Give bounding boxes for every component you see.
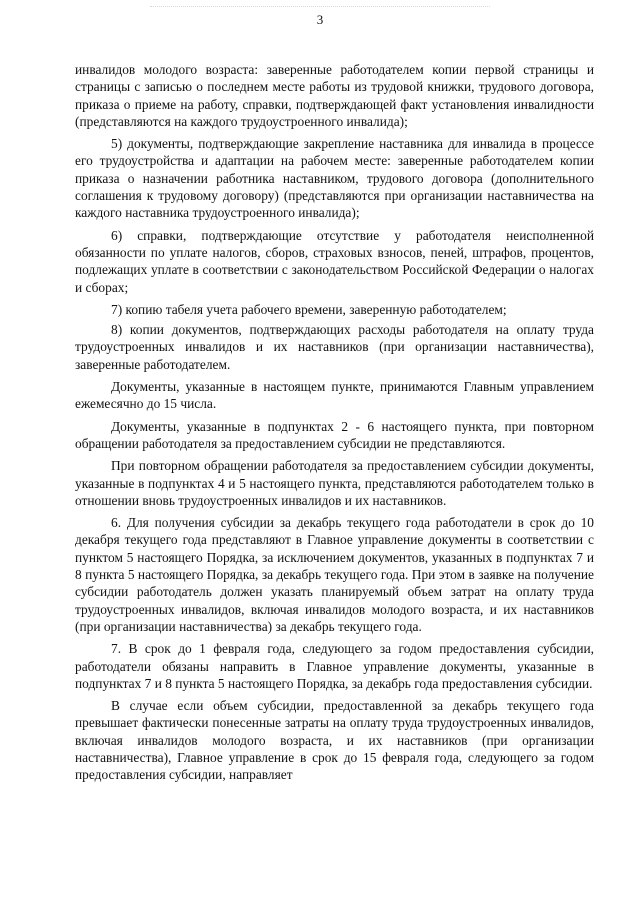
paragraph-item-8: 8) копии документов, подтверждающих расходы работодателя на оплату труда трудоустроенных инвалидов и их наставников (при организации наставничества), заверенные работодателем. [75,322,594,372]
page-number: 3 [316,12,324,27]
paragraph-continuation: инвалидов молодого возраста: заверенные работодателем копии первой страницы и страницы с записью о последнем месте работы из трудовой книжки, трудового договора, приказа о приеме на работу, справки, подтверждающей факт установления инвалидности (представляются на каждого трудоустроенного инвалида); [75,62,594,129]
paragraph-repeat-application: Документы, указанные в подпунктах 2 - 6 настоящего пункта, при повторном обращении работодателя за предоставлением субсидии не представляются. [75,418,594,451]
paragraph-item-7: 7) копию табеля учета рабочего времени, заверенную работодателем; [111,301,507,317]
paragraph-repeat-documents: При повторном обращении работодателя за предоставлением субсидии документы, указанные в подпунктах 4 и 5 настоящего пункта, представляются работодателем только в отношении вновь трудоустроенных инвалидов и их наставников. [75,458,594,508]
document-body [75,61,594,787]
paragraph-documents-acceptance: Документы, указанные в настоящем пункте, принимаются Главным управлением ежемесячно до 15 числа. [75,379,594,412]
paragraph-item-5: 5) документы, подтверждающие закрепление наставника для инвалида в процессе его трудоустройства и адаптации на рабочем месте: заверенные работодателем копии приказа о назначении работника наставником, трудового договора (дополнительного соглашения к трудовому договору) (представляются при организации наставничества на каждого наставника трудоустроенного инвалида); [75,136,594,221]
paragraph-point-6: 6. Для получения субсидии за декабрь текущего года работодатели в срок до 10 декабря текущего года представляют в Главное управление документы в соответствии с пунктом 5 настоящего Порядка, за исключением документов, указанных в подпунктах 7 и 8 пункта 5 настоящего Порядка, за декабрь текущего года. При этом в заявке на получение субсидии работодатель должен указать планируемый объем затрат на оплату труда трудоустроенных инвалидов, включая инвалидов молодого возраста, и их наставников (при организации наставничества) за декабрь текущего года. [75,515,594,634]
paragraph-item-6: 6) справки, подтверждающие отсутствие у работодателя неисполненной обязанности по уплате налогов, сборов, страховых взносов, пеней, штрафов, процентов, подлежащих уплате в соответствии с законодательством Российской Федерации о налогах и сборах; [75,227,594,295]
paragraph-point-7: 7. В срок до 1 февраля года, следующего за годом предоставления субсидии, работодатели обязаны направить в Главное управление документы, указанные в подпунктах 7 и 8 пункта 5 настоящего Порядка, за декабрь года предоставления субсидии. [75,641,594,691]
scan-artifact [150,6,490,9]
paragraph-excess-subsidy: В случае если объем субсидии, предоставленной за декабрь текущего года превышает фактически понесенные затраты на оплату труда трудоустроенных инвалидов, включая инвалидов молодого возраста, и их наставников (при организации наставничества), Главное управление в срок до 15 февраля года, следующего за годом предоставления субсидии, направляет [75,698,594,783]
